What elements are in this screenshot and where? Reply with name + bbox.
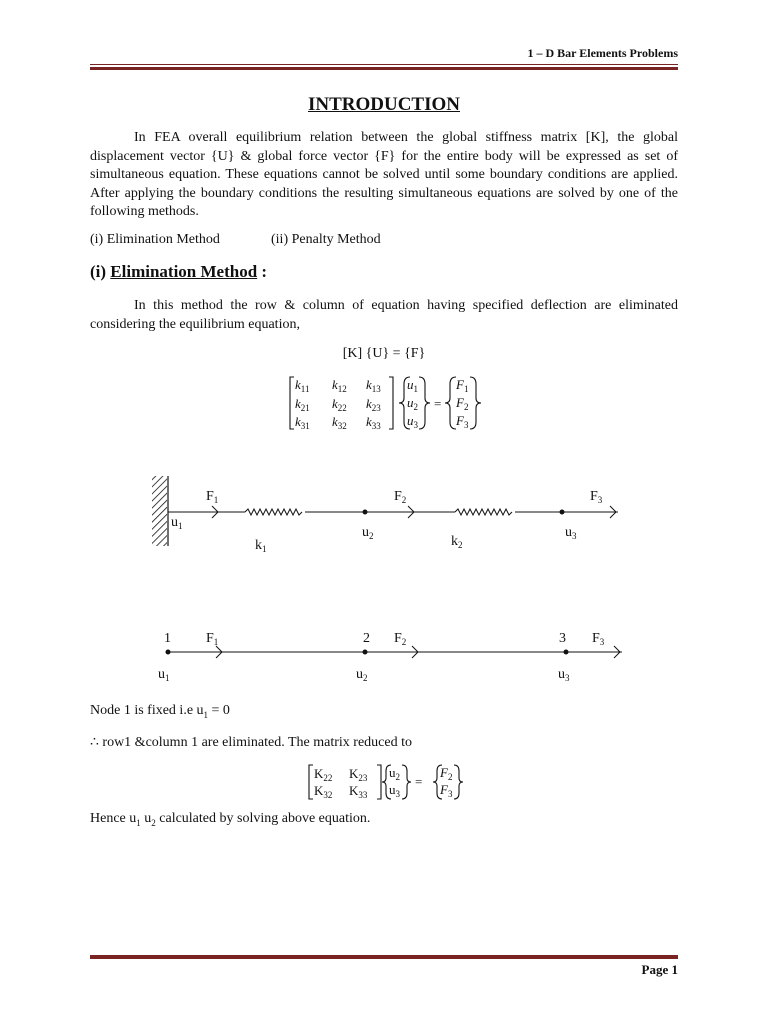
intro-paragraph: In FEA overall equilibrium relation between the global stiffness matrix [K], the global displacement vector {U} & global force vector {F} for the entire body will be expressed as set of simultaneous equation. These equations cannot be solved until some boundary conditions are applied. After applying the boundary conditions the resulting simultaneous equations are solved by one of the following methods. — [90, 130, 678, 219]
svg-text:u2: $u_2$ — [389, 765, 400, 782]
label-F1: $F_1$ — [206, 489, 219, 505]
header-rule — [90, 64, 678, 70]
footer-rule — [90, 953, 678, 959]
svg-text:k23: $k_{23}$ — [366, 396, 381, 413]
method-elimination: (i) Elimination Method — [90, 232, 220, 247]
svg-text:K32: $K_{32}$ — [314, 783, 333, 800]
svg-text:k33: $k_{33}$ — [366, 414, 381, 431]
label-u2: $u_2$ — [356, 667, 368, 683]
label-F2: $F_2$ — [394, 631, 407, 647]
page-title: INTRODUCTION — [307, 94, 461, 115]
svg-text:=: = — [434, 396, 442, 411]
svg-text:k32: $k_{32}$ — [332, 414, 347, 431]
label-u2: $u_2$ — [362, 525, 374, 541]
node-number-3: 3 — [559, 631, 566, 646]
label-u1: $u_1$ — [171, 515, 183, 531]
node-fixed-sub: 1 — [203, 709, 209, 720]
svg-text:u3: $u_3$ — [407, 413, 418, 430]
label-F2: $F_2$ — [394, 489, 407, 505]
eliminated-line: ∴ row1 &column 1 are eliminated. The matrix reduced to — [90, 735, 412, 750]
label-u3: $u_3$ — [565, 525, 577, 541]
svg-text:k11: $k_{11}$ — [295, 377, 310, 394]
matrix-equation-reduced — [305, 762, 465, 807]
node-1-dot — [166, 650, 171, 655]
equilibrium-equation: [K] {U} = {F} — [342, 346, 426, 361]
section-title: Elimination Method — [110, 262, 258, 281]
label-F3: $F_3$ — [592, 631, 605, 647]
svg-text:F2: $F_2$ — [440, 765, 453, 782]
hence-text-3: calculated by solving above equation. — [155, 811, 371, 826]
svg-text:F3: $F_3$ — [456, 413, 469, 430]
section-suffix: : — [257, 262, 268, 281]
method-paragraph: In this method the row & column of equation having specified deflection are eliminated considering the equilibrium equation, — [90, 298, 678, 332]
svg-text:u3: $u_3$ — [389, 782, 400, 799]
node-fixed-line — [90, 703, 230, 720]
node-number-1: 1 — [164, 631, 171, 646]
label-u3: $u_3$ — [558, 667, 570, 683]
fixed-wall — [152, 476, 167, 546]
node-2-dot — [363, 650, 368, 655]
node-fixed-tail: = 0 — [208, 703, 230, 718]
svg-text:k13: $k_{13}$ — [366, 377, 381, 394]
svg-text:K33: $K_{33}$ — [349, 783, 368, 800]
section-prefix: (i) — [90, 262, 111, 281]
hence-sub-2: 2 — [151, 817, 156, 828]
node-fixed-text: Node 1 is fixed i.e u — [90, 703, 204, 718]
svg-text:K23: $K_{23}$ — [349, 766, 368, 783]
hence-text-1: Hence u — [90, 811, 137, 826]
node-3-dot — [564, 650, 569, 655]
method-penalty: (ii) Penalty Method — [271, 232, 381, 247]
svg-text:u1: $u_1$ — [407, 377, 418, 394]
svg-text:k21: $k_{21}$ — [295, 396, 310, 413]
page-number: Page 1 — [641, 962, 678, 977]
section-heading — [90, 262, 267, 282]
hence-line — [90, 811, 370, 828]
label-F3: $F_3$ — [590, 489, 603, 505]
bar-element-figure — [150, 626, 640, 691]
svg-text:u2: $u_2$ — [407, 395, 418, 412]
hence-text-2: u — [140, 811, 152, 826]
svg-text:=: = — [415, 774, 423, 789]
hence-sub-1: 1 — [136, 817, 141, 828]
label-u1: $u_1$ — [158, 667, 170, 683]
methods-list — [90, 232, 381, 248]
node-2-dot — [363, 510, 368, 515]
label-F1: $F_1$ — [206, 631, 219, 647]
svg-text:K22: $K_{22}$ — [314, 766, 333, 783]
svg-text:k31: $k_{31}$ — [295, 414, 310, 431]
node-3-dot — [560, 510, 565, 515]
label-k2: $k_2$ — [451, 534, 463, 550]
svg-text:F3: $F_3$ — [440, 782, 453, 799]
svg-text:k22: $k_{22}$ — [332, 396, 347, 413]
matrix-equation-full — [286, 374, 486, 437]
label-k1: $k_1$ — [255, 538, 267, 554]
svg-text:F1: $F_1$ — [456, 377, 469, 394]
running-header: 1 – D Bar Elements Problems — [527, 46, 678, 60]
spring-system-figure — [140, 470, 630, 565]
svg-text:F2: $F_2$ — [456, 395, 469, 412]
svg-text:k12: $k_{12}$ — [332, 377, 347, 394]
node-number-2: 2 — [363, 631, 370, 646]
